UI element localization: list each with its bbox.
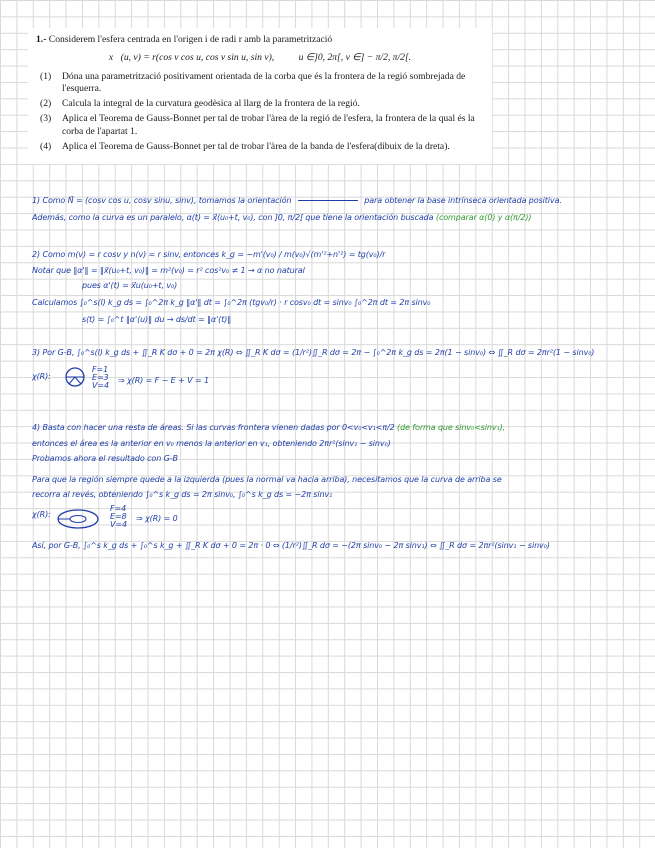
note-text: Probamos ahora el resultado con G-B (32, 454, 178, 463)
item-number: (1) (40, 70, 52, 82)
note-text: recorra al revés, obteniendo ∫₀^s k_g ds = 2π sinv₀, ∫₀^s k_g ds = −2π sinv₁ (32, 490, 333, 499)
note-text: 4) Basta con hacer una resta de áreas. Si las curvas frontera vienen dadas por 0<v₀<v₁<π/2 (32, 423, 395, 432)
note-text: entonces el área es la anterior en v₀ menos la anterior en v₁, obteniendo 2πr²(sinv₁ − sinv₀) (32, 439, 391, 448)
orientation-arrow-icon (298, 200, 358, 201)
note-s4-line6 (32, 541, 637, 550)
problem-item (36, 113, 484, 138)
note-s1-line2 (32, 213, 637, 222)
note-s4-result (136, 514, 336, 523)
item-text: Aplica el Teorema de Gauss-Bonnet per tal de trobar l'àrea de la regió de l'esfera, la frontera de la qual és la corba de l'apartat 1. (62, 113, 475, 137)
item-text: Calcula la integral de la curvatura geodèsica al llarg de la frontera de la regió. (62, 98, 360, 110)
note-text: Calculamos ∫₀^s(l) k_g ds = ∫₀^2π k_g ‖α'‖ dt = ∫₀^2π (tgv₀/r) · r cosv₀ dt = sinv₀ ∫₀^2π dt = 2π sinv₀ (32, 298, 431, 307)
note-s4-line1 (32, 423, 637, 432)
formula-expression: x⃗(u, v) = r(cos v cos u, cos v sin u, sin v), (108, 52, 275, 64)
note-text: 2) Como m(v) = r cosv y n(v) = r sinv, entonces k_g = −m'(v₀) / m(v₀)√(m'²+n'²) = tg(v₀)/r (32, 250, 386, 259)
formula-domain: u ∈]0, 2π[, v ∈] − π/2, π/2[. (298, 52, 412, 64)
chi-value: E=3 (92, 373, 109, 382)
note-s4-line4 (32, 475, 637, 484)
problem-number: 1.- (36, 34, 47, 45)
note-s2-line3 (82, 281, 655, 290)
note-text: Así, por G-B, ∫₀^s k_g ds + ∫₀^s k_g + ∬_R K dσ + 0 = 2π · 0 ⇔ (1/r²)∬_R dσ = −(2π sinv₀ − 2π sinv₁) ⇔ ∬_R dσ = 2πr²(sinv₁ − sinv₀) (32, 541, 550, 550)
chi-value: F=1 (92, 366, 109, 374)
note-s3-result (118, 376, 318, 385)
note-s4-line2 (32, 439, 637, 448)
note-text: Notar que ‖α'‖ = ‖x⃗(u₀+t, v₀)‖ = m²(v₀) = r² cos²v₀ ≠ 1 → α no natural (32, 266, 305, 275)
note-s2-line4 (32, 298, 637, 307)
item-text: Aplica el Teorema de Gauss-Bonnet per tal de trobar l'àrea de la banda de l'esfera(dibuix de la dreta). (62, 140, 450, 152)
item-text: Dóna una parametrització positivament orientada de la corba que és la frontera de la regió sombrejada de l'esquerra. (62, 70, 466, 94)
note-s4-line3 (32, 454, 637, 463)
note-green-text: (de forma que sinv₀<sinv₁), (397, 423, 506, 432)
annulus-band-diagram (56, 508, 100, 530)
note-text: 1) Como N⃗ = (cosv cos u, cosv sinu, sinv), tomamos la orientación (32, 196, 292, 205)
note-text: pues α'(t) = x⃗u(u₀+t, v₀) (82, 281, 178, 290)
problem-item (36, 141, 484, 153)
problem-items (36, 71, 484, 154)
problem-statement (28, 28, 492, 164)
chi-value: E=8 (110, 512, 127, 521)
problem-item (36, 71, 484, 96)
note-text: Para que la región siempre quede a la izquierda (pues la normal va hacia arriba), necesitamos que la curva de arriba se (32, 475, 502, 484)
chi-value: V=4 (92, 381, 109, 390)
note-text: ⇒ χ(R) = 0 (136, 514, 178, 523)
note-text: s(t) = ∫₀^t ‖α'(u)‖ du → ds/dt = ‖α'(t)‖ (82, 315, 232, 324)
chi-value: F=4 (110, 505, 127, 513)
parametrization-formula (36, 52, 484, 64)
problem-item (36, 98, 484, 110)
item-number: (4) (40, 140, 52, 152)
note-s2-line5 (82, 315, 655, 324)
note-s4-line5 (32, 490, 637, 499)
sphere-cap-diagram (64, 366, 86, 388)
note-green-text: (comparar α(0) y α(π/2)) (435, 213, 532, 222)
note-text: 3) Por G-B, ∫₀^s(l) k_g ds + ∬_R K dσ + 0 = 2π χ(R) ⇔ ∬_R K dσ = (1/r²)∬_R dσ = 2π − ∫₀^2π k_g ds = 2π(1 − sinv₀) ⇔ ∬_R dσ = 2πr²(1 − sinv₀) (32, 348, 595, 357)
chi-value: V=4 (110, 520, 127, 529)
problem-intro (36, 34, 484, 46)
note-text: χ(R): (32, 510, 51, 519)
item-number: (3) (40, 113, 52, 125)
note-s2-line2 (32, 266, 637, 275)
note-s3-line1 (32, 348, 637, 357)
item-number: (2) (40, 98, 52, 110)
note-text: ⇒ χ(R) = F − E + V = 1 (118, 376, 209, 385)
note-text: para obtener la base intrínseca orientada positiva. (364, 196, 562, 205)
note-text: χ(R): (32, 372, 51, 381)
problem-intro-text: Considerem l'esfera centrada en l'origen i de radi r amb la parametrització (48, 34, 333, 45)
note-s1-line1 (32, 196, 637, 205)
note-s2-line1 (32, 250, 637, 259)
note-text: Además, como la curva es un paralelo, α(t) = x⃗(u₀+t, v₀), con ]0, π/2[ que tiene la orientación buscada (32, 213, 434, 222)
